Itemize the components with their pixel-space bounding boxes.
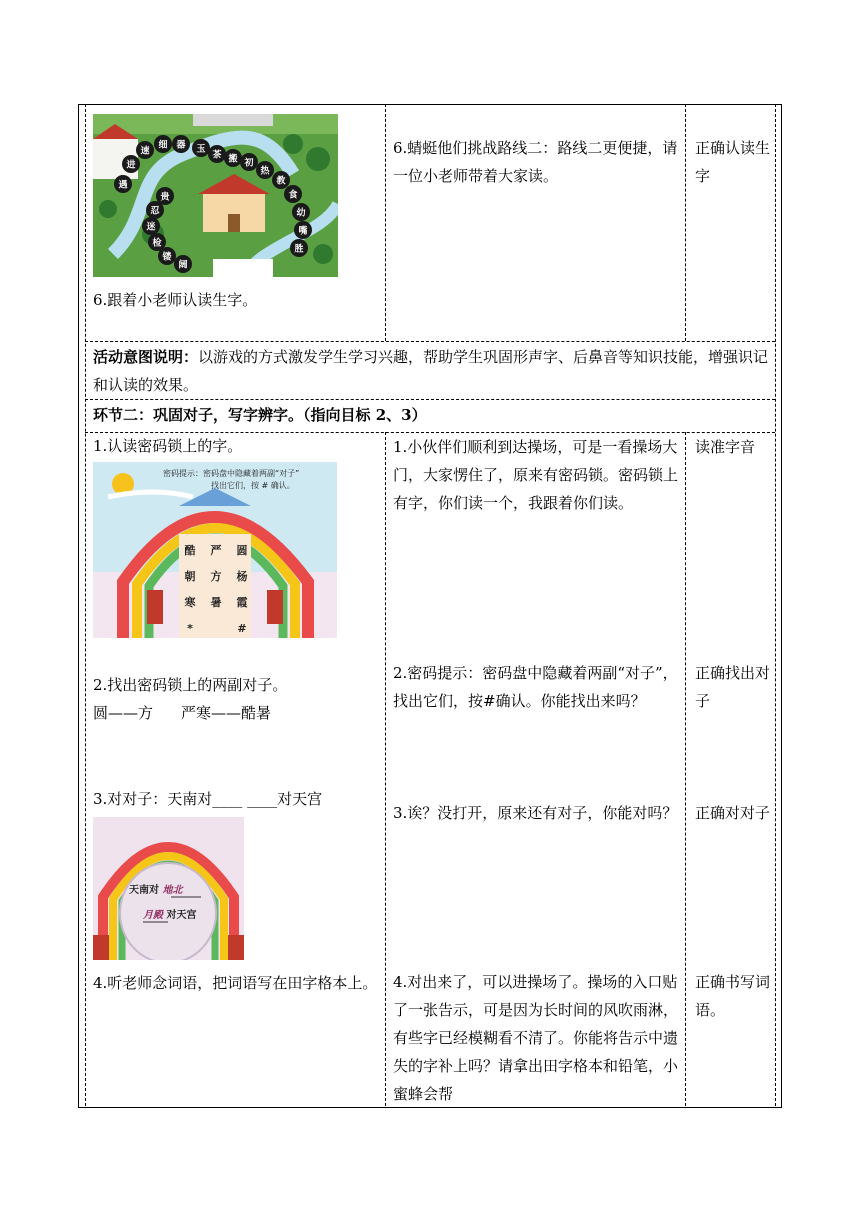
mid-step1: 1.小伙伴们顺利到达操场，可是一看操场大门，大家愣住了，原来有密码锁。密码锁上有字，你们读一个，我跟着你们读。 bbox=[393, 438, 679, 512]
map-char-label: 迷 bbox=[146, 222, 156, 233]
row1-mid-text: 6.蜻蜓他们挑战路线二：路线二更便捷，请一位小老师带着大家读。 bbox=[393, 139, 678, 185]
lock-grid-cell: * bbox=[187, 622, 193, 635]
map-char-label: 热 bbox=[260, 166, 270, 177]
lock-grid-cell bbox=[203, 616, 229, 638]
map-char-label: 器 bbox=[176, 140, 186, 151]
right-step3: 正确对对子 bbox=[695, 804, 771, 822]
couplet-image bbox=[93, 817, 244, 960]
right-step1: 读准字音 bbox=[695, 438, 756, 456]
intent-text: 以游戏的方式激发学生学习兴趣，帮助学生巩固形声字、后鼻音等知识技能，增强识记和认读的效果。 bbox=[93, 348, 769, 394]
left-step4: 4.听老师念词语，把词语写在田字格本上。 bbox=[93, 974, 378, 992]
column-divider-3 bbox=[685, 104, 686, 341]
couplet-line1: 天南对 地北 bbox=[129, 885, 183, 896]
intent-paragraph bbox=[93, 343, 771, 399]
row-divider-2 bbox=[85, 399, 775, 400]
left-step3: 3.对对子：天南对____ ____对天宫 bbox=[93, 790, 323, 808]
game-map-image bbox=[93, 114, 338, 277]
right-step4: 正确书写词语。 bbox=[695, 973, 771, 1019]
map-char-label: 搬 bbox=[228, 154, 238, 165]
left-step2-answer bbox=[93, 699, 378, 727]
map-char-label: 检 bbox=[152, 238, 162, 249]
map-char-label: 镂 bbox=[162, 252, 172, 263]
map-char-label: 阔 bbox=[178, 260, 188, 271]
lock-grid-cell: 霞 bbox=[236, 596, 248, 609]
map-char-label: 教 bbox=[276, 176, 286, 187]
map-char-label: 细 bbox=[158, 140, 168, 151]
lock-grid-cell: 圆 bbox=[236, 544, 248, 557]
password-lock-image bbox=[93, 462, 337, 638]
map-char-label: 贵 bbox=[160, 192, 170, 203]
lock-grid-cell: 方 bbox=[210, 570, 222, 583]
row1-right-text: 正确认读生字 bbox=[695, 139, 771, 185]
map-char-label: 玉 bbox=[196, 144, 206, 155]
row-divider-1 bbox=[85, 341, 775, 342]
intent-label: 活动意图说明： bbox=[93, 348, 199, 366]
left-step1: 1.认读密码锁上的字。 bbox=[93, 437, 243, 455]
left-step2-question: 2.找出密码锁上的两副对子。 bbox=[93, 676, 288, 694]
lock-grid-cell: 杨 bbox=[236, 570, 248, 583]
right-step2: 正确找出对子 bbox=[695, 664, 771, 710]
row1-left-caption: 6.跟着小老师认读生字。 bbox=[93, 291, 258, 309]
lock-grid-cell: # bbox=[237, 622, 247, 635]
map-char-label: 速 bbox=[140, 146, 150, 157]
section2-title: 环节二：巩固对子，写字辨字。（指向目标 2、3） bbox=[93, 406, 427, 424]
column-divider-4 bbox=[775, 104, 776, 1106]
mid-step2: 2.密码提示：密码盘中隐藏着两副“对子”，找出它们，按#确认。你能找出来吗？ bbox=[393, 664, 678, 710]
lock-grid-cell: 寒 bbox=[184, 596, 196, 609]
lock-grid-cell: 酷 bbox=[184, 544, 196, 557]
lock-hint: 密码提示：密码盘中隐藏着两副“对子” 找出它们，按 # 确认。 bbox=[163, 469, 300, 490]
map-char-label: 幼 bbox=[296, 208, 306, 219]
column-divider-6 bbox=[685, 432, 686, 1106]
mid-step4: 4.对出来了，可以进操场了。操场的入口贴了一张告示，可是因为长时间的风吹雨淋，有些字已经模糊看不清了。你能将告示中遗失的字补上吗？请拿出田字格本和铅笔，小蜜蜂会帮 bbox=[393, 973, 679, 1103]
map-char-label: 忍 bbox=[150, 206, 160, 217]
map-char-label: 进 bbox=[126, 160, 136, 171]
lock-grid-cell: 严 bbox=[210, 544, 222, 557]
map-char-label: 嘴 bbox=[298, 226, 308, 237]
lock-grid bbox=[177, 538, 255, 638]
column-divider-5 bbox=[385, 432, 386, 1106]
column-divider-1 bbox=[85, 104, 86, 1106]
map-char-label: 初 bbox=[244, 158, 254, 169]
mid-step3: 3.诶？没打开，原来还有对子，你能对吗？ bbox=[393, 804, 678, 822]
column-divider-2 bbox=[385, 104, 386, 341]
answer-pair-2: 严寒——酷暑 bbox=[181, 704, 272, 722]
lock-grid-cell: 暑 bbox=[210, 596, 222, 609]
lock-grid-cell: 朝 bbox=[184, 570, 196, 583]
couplet-line2: 月殿 对天宫 bbox=[143, 910, 197, 921]
map-char-label: 食 bbox=[288, 190, 298, 201]
answer-pair-1: 圆——方 bbox=[93, 704, 154, 722]
map-char-label: 胜 bbox=[294, 244, 304, 255]
map-char-label: 遇 bbox=[118, 180, 128, 191]
map-char-label: 茶 bbox=[212, 150, 222, 161]
